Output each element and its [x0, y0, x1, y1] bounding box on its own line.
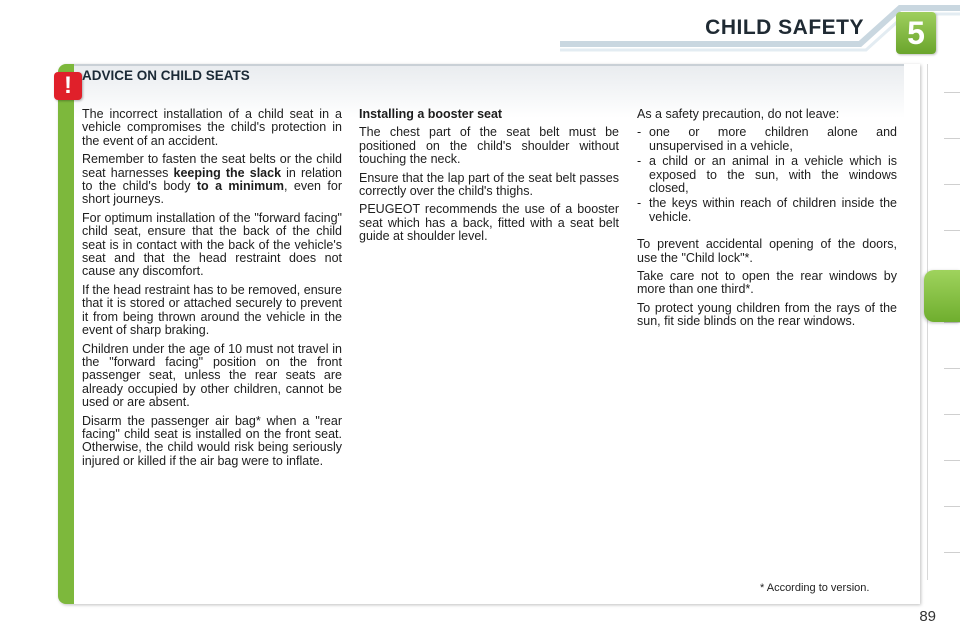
paragraph: To prevent accidental opening of the doors, use the "Child lock"*. [637, 237, 897, 265]
paragraph: PEUGEOT recommends the use of a booster seat which has a back, fitted with a seat belt guide at shoulder level. [359, 202, 619, 244]
paragraph: Disarm the passenger air bag* when a "rear facing" child seat is installed on the front seat. Otherwise, the child would risk being seriously injured or killed if the air bag were to inflate. [82, 413, 342, 468]
paragraph: As a safety precaution, do not leave: [637, 107, 840, 121]
column-3 [637, 108, 897, 334]
page-header [0, 0, 960, 60]
column-1 [82, 108, 342, 473]
page-number: 89 [919, 608, 936, 625]
tab-divider [944, 184, 960, 185]
paragraph: Children under the age of 10 must not travel in the "forward facing" position on the front passenger seat, unless the rear seats are already occupied by other children, cannot be used or are absent. [82, 341, 342, 410]
tab-chapter-5[interactable] [924, 270, 960, 322]
paragraph: The chest part of the seat belt must be positioned on the child's shoulder without touching the neck. [359, 125, 619, 167]
paragraph: Take care not to open the rear windows by more than one third*. [637, 269, 897, 297]
tab-divider [944, 460, 960, 461]
chapter-tabs [927, 64, 960, 580]
footnote: * According to version. [760, 582, 870, 594]
tab-divider [944, 368, 960, 369]
tab-divider [944, 92, 960, 93]
tab-divider [944, 230, 960, 231]
tab-divider [944, 506, 960, 507]
subheading-booster-seat: Installing a booster seat [359, 107, 503, 121]
warning-icon: ! [54, 72, 82, 100]
list-item: - the keys within reach of children inside the vehicle. [637, 197, 897, 224]
tab-divider [944, 322, 960, 323]
paragraph: Remember to fasten the seat belts or the child seat harnesses keeping the slack in relation to the child's body to a minimum, even for short journeys. [82, 152, 342, 207]
chapter-title: CHILD SAFETY [705, 16, 864, 39]
precaution-list [637, 126, 897, 224]
tab-divider [944, 552, 960, 553]
column-2 [359, 108, 619, 249]
list-item: - a child or an animal in a vehicle which is exposed to the sun, with the windows closed, [637, 155, 897, 195]
paragraph: If the head restraint has to be removed, ensure that it is stored or attached securely to prevent it from being thrown around the vehicle in the event of sharp braking. [82, 282, 342, 338]
paragraph: For optimum installation of the "forward facing" child seat, ensure that the back of the child seat is in contact with the back of the vehicle's seat and that the head restraint does not cause any discomfort. [82, 210, 342, 279]
section-title: ADVICE ON CHILD SEATS [82, 68, 250, 83]
tab-divider [944, 138, 960, 139]
tab-divider [944, 414, 960, 415]
list-item: - one or more children alone and unsupervised in a vehicle, [637, 126, 897, 153]
chapter-number: 5 [907, 15, 925, 51]
paragraph: The incorrect installation of a child seat in a vehicle compromises the child's protection in the event of an accident. [82, 107, 342, 148]
paragraph: To protect young children from the rays of the sun, fit side blinds on the rear windows. [637, 300, 897, 329]
paragraph: Ensure that the lap part of the seat belt passes correctly over the child's thighs. [359, 170, 619, 199]
